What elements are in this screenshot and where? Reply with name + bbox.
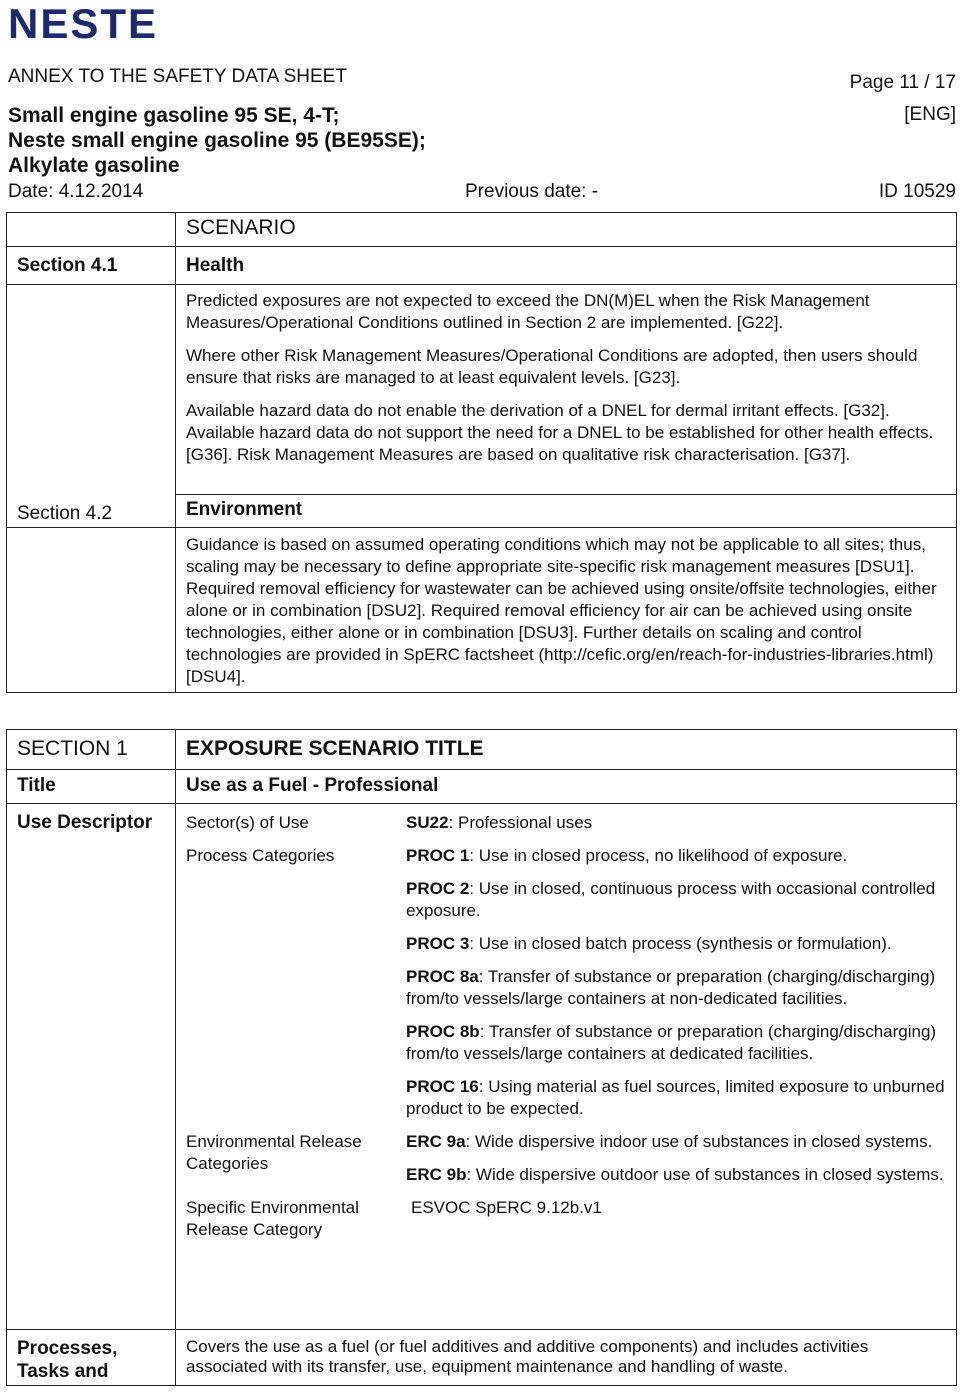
use-descriptor-details [186,812,948,1241]
page-number: Page 11 / 17 [849,72,956,93]
process-list [406,845,948,1131]
erc-label: Environmental Release Categories [186,1132,362,1173]
title-line: Neste small engine gasoline 95 (BE95SE); [8,129,426,152]
health-paragraph: Predicted exposures are not expected to exceed the DN(M)EL when the Risk Management Measures/Operational Conditions outlined in Section 2 are implemented. [G22]. [186,291,870,332]
title-value: Use as a Fuel - Professional [176,770,957,804]
scenario-table [6,212,957,693]
proc-entry: PROC 1: Use in closed process, no likelihood of exposure. [406,846,848,865]
document-id: ID 10529 [878,181,956,202]
health-heading: Health [176,247,957,285]
environment-heading: Environment [176,495,957,528]
scenario-heading: SCENARIO [176,213,957,247]
date-line [8,181,956,205]
spec-erc-label: Specific Environmental Release Category [186,1198,359,1239]
processes-text: Covers the use as a fuel (or fuel additives and additive components) and includes activities associated with its transfer, use, equipment maintenance and handling of waste. [176,1330,957,1386]
date: Date: 4.12.2014 [8,181,144,202]
spec-erc-value: ESVOC SpERC 9.12b.v1 [411,1198,602,1217]
erc-list [406,1131,948,1197]
title-line: Small engine gasoline 95 SE, 4-T; [8,104,340,127]
annex-heading: ANNEX TO THE SAFETY DATA SHEET [8,66,347,87]
health-paragraph: Where other Risk Management Measures/Operational Conditions are adopted, then users should ensure that risks are managed to at least equivalent levels. [G23]. [186,346,918,387]
use-descriptor-label: Use Descriptor [7,804,176,1330]
neste-logo [8,4,198,49]
proc-entry: PROC 16: Using material as fuel sources, limited exposure to unburned product to be expected. [406,1077,945,1118]
language-code: [ENG] [904,104,956,125]
environment-paragraph: Guidance is based on assumed operating conditions which may not be applicable to all sites; thus, scaling may be necessary to define appropriate site-specific risk management measures [DSU1]. Required removal efficiency for wastewater can be achieved using onsite/offsite technologies, either alone or in combination [DSU2]. Required removal efficiency for air can be achieved using onsite technologies, either alone or in combination [DSU3]. Further details on scaling and control technologies are provided in SpERC factsheet (http://cefic.org/en/reach-for-industries-libraries.html) [DSU4]. [186,535,937,686]
title-label: Title [7,770,176,804]
proc-entry: PROC 3: Use in closed batch process (synthesis or formulation). [406,934,892,953]
sector-entry: SU22: Professional uses [406,813,593,832]
previous-date: Previous date: - [465,181,599,202]
title-line: Alkylate gasoline [8,154,180,177]
health-paragraph: Available hazard data do not enable the derivation of a DNEL for dermal irritant effects. [G32]. Available hazard data do not support the need for a DNEL to be established for other health effects. [G36]. Risk Management Measures are based on qualitative risk characterisation. [G37]. [186,401,934,464]
section-1-label: SECTION 1 [7,730,176,770]
proc-entry: PROC 2: Use in closed, continuous process with occasional controlled exposure. [406,879,936,920]
health-text [176,285,957,495]
process-categories-label: Process Categories [186,846,335,865]
sector-label: Sector(s) of Use [186,813,309,832]
section-4-2-label: Section 4.2 [17,503,113,524]
erc-entry: ERC 9a: Wide dispersive indoor use of substances in closed systems. [406,1132,933,1151]
section-4-1-label: Section 4.1 [7,247,176,285]
proc-entry: PROC 8b: Transfer of substance or preparation (charging/discharging) from/to vessels/large containers at dedicated facilities. [406,1022,937,1063]
erc-entry: ERC 9b: Wide dispersive outdoor use of substances in closed systems. [406,1165,944,1184]
proc-entry: PROC 8a: Transfer of substance or preparation (charging/discharging) from/to vessels/large containers at non-dedicated facilities. [406,967,936,1008]
logo-text: NESTE [8,4,159,44]
product-title [8,103,426,178]
section1-table [6,729,957,1386]
processes-label: Processes, Tasks and [7,1330,176,1386]
section-1-title: EXPOSURE SCENARIO TITLE [176,730,957,770]
